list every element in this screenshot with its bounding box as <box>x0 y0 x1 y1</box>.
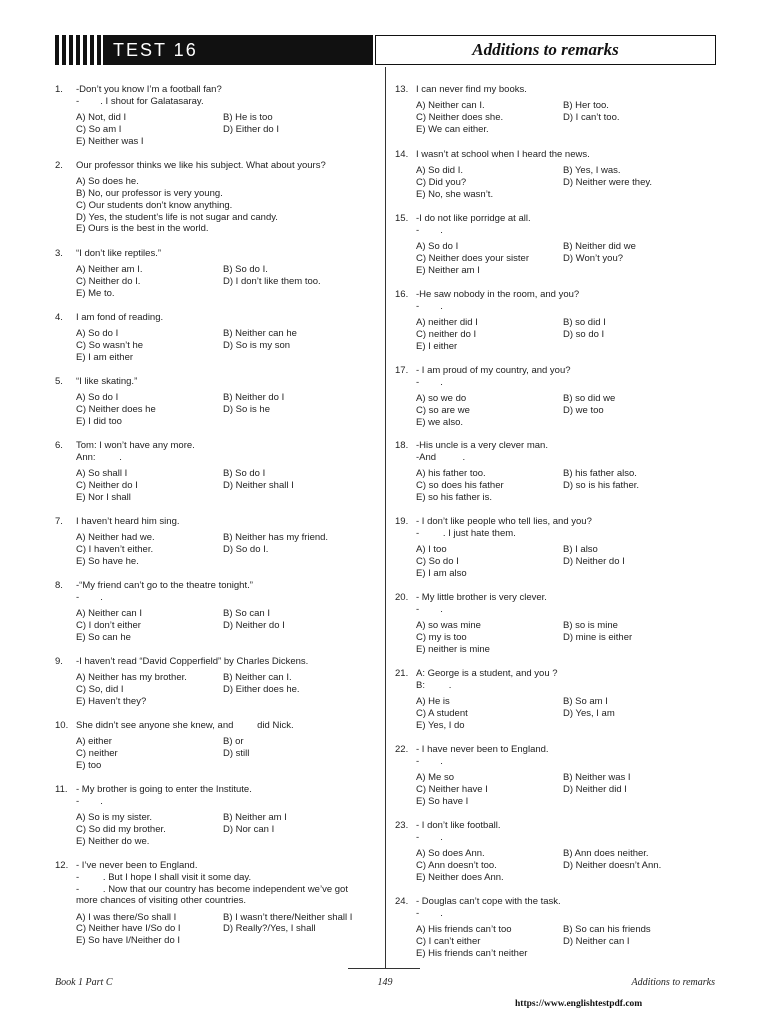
answer-option-c: C) Our students don’t know anything. <box>76 199 233 211</box>
answer-option-b: B) Yes, I was. <box>563 165 621 177</box>
answer-option-a: A) Neither has my brother. <box>76 672 187 684</box>
question-18 <box>395 440 715 503</box>
answer-options <box>416 924 715 959</box>
question-stem-line: -And . <box>416 451 466 463</box>
answer-option-e: E) Haven’t they? <box>76 695 147 707</box>
answer-option-b: B) Neither am I <box>223 812 287 824</box>
answer-option-a: A) neither did I <box>416 317 478 329</box>
page-title: Additions to remarks <box>472 40 619 59</box>
answer-option-b: B) Ann does neither. <box>563 848 649 860</box>
answer-option-c: C) Neither have I/So do I <box>76 923 181 935</box>
question-14 <box>395 149 715 201</box>
answer-option-b: B) so did I <box>563 317 606 329</box>
question-stem-line: A: George is a student, and you ? <box>416 668 558 679</box>
answer-option-e: E) Neither does Ann. <box>416 871 504 883</box>
question-12 <box>55 860 375 947</box>
answer-option-e: E) I did too <box>76 415 122 427</box>
answer-option-e: E) Neither do we. <box>76 835 150 847</box>
question-number: 7. <box>55 516 63 527</box>
answer-options <box>416 165 715 200</box>
question-stem-line: -Don’t you know I’m a football fan? <box>76 84 222 95</box>
answer-option-c: C) Neither do I. <box>76 276 141 288</box>
question-stem-line: - . <box>76 591 103 603</box>
answer-option-a: A) so we do <box>416 393 467 405</box>
question-stem-line: more chances of visiting other countries. <box>76 895 247 907</box>
answer-option-d: D) I can’t too. <box>563 112 620 124</box>
answer-option-a: A) Neither can I. <box>416 100 485 112</box>
question-stem-line: - . <box>416 224 443 236</box>
question-8 <box>55 580 375 643</box>
answer-option-a: A) So do I <box>76 392 119 404</box>
question-number: 1. <box>55 84 63 95</box>
answer-option-b: B) I also <box>563 544 598 556</box>
answer-option-e: E) Nor I shall <box>76 491 131 503</box>
question-stem-line: - . I shout for Galatasaray. <box>76 95 204 107</box>
question-17 <box>395 365 715 428</box>
question-stem <box>76 160 375 172</box>
question-stem-line: B: . <box>416 679 452 691</box>
answer-option-b: B) Neither can I. <box>223 672 292 684</box>
answer-option-e: E) I am also <box>416 567 467 579</box>
question-stem <box>416 213 715 237</box>
answer-option-e: E) so his father is. <box>416 491 493 503</box>
question-stem-line: I wasn’t at school when I heard the news. <box>416 149 590 160</box>
question-1 <box>55 84 375 147</box>
answer-option-d: D) So do I. <box>223 544 269 556</box>
answer-option-e: E) We can either. <box>416 123 489 135</box>
answer-options <box>76 912 375 947</box>
question-stem <box>416 365 715 389</box>
answer-option-b: B) Neither can he <box>223 328 297 340</box>
answer-option-c: C) neither <box>76 748 118 760</box>
answer-option-b: B) Neither has my friend. <box>223 532 329 544</box>
question-number: 8. <box>55 580 63 591</box>
answer-option-a: A) So does he. <box>76 176 139 188</box>
answer-options <box>76 532 375 567</box>
question-stem <box>416 592 715 616</box>
answer-option-b: B) I wasn’t there/Neither shall I <box>223 911 353 923</box>
answer-option-c: C) I can’t either <box>416 935 481 947</box>
answer-option-b: B) his father also. <box>563 468 637 480</box>
test-label: TEST 16 <box>113 40 198 60</box>
answer-option-d: D) Either does he. <box>223 684 300 696</box>
answer-option-d: D) so do I <box>563 328 605 340</box>
answer-options <box>76 736 375 771</box>
answer-options <box>76 468 375 503</box>
question-number: 20. <box>395 592 409 603</box>
answer-option-d: D) Neither can I <box>563 935 630 947</box>
answer-option-c: C) Neither do I <box>76 479 138 491</box>
question-22 <box>395 744 715 807</box>
question-3 <box>55 248 375 300</box>
question-24 <box>395 896 715 959</box>
answer-option-c: C) I haven’t either. <box>76 544 154 556</box>
answer-options <box>416 620 715 655</box>
answer-option-c: C) So do I <box>416 555 459 567</box>
footer-rule <box>348 968 420 969</box>
question-stem <box>416 668 715 692</box>
question-stem <box>416 744 715 768</box>
question-number: 11. <box>55 784 68 795</box>
question-stem <box>76 84 375 108</box>
answer-option-a: A) His friends can’t too <box>416 924 512 936</box>
answer-option-e: E) Neither am I <box>416 264 480 276</box>
answer-option-c: C) Did you? <box>416 177 467 189</box>
question-stem <box>416 289 715 313</box>
answer-option-a: A) I too <box>416 544 447 556</box>
question-stem <box>76 248 375 260</box>
answer-option-a: A) So shall I <box>76 468 128 480</box>
question-number: 2. <box>55 160 63 171</box>
answer-options <box>76 112 375 147</box>
question-stem-line: - . <box>416 300 443 312</box>
question-number: 3. <box>55 248 63 259</box>
question-stem <box>76 312 375 324</box>
question-stem-line: She didn’t see anyone she knew, and did Nick. <box>76 720 294 731</box>
question-20 <box>395 592 715 655</box>
answer-option-c: C) I don’t either <box>76 619 141 631</box>
answer-option-d: D) I don’t like them too. <box>223 276 321 288</box>
question-number: 9. <box>55 656 63 667</box>
answer-option-d: D) still <box>223 748 250 760</box>
answer-option-e: E) So have I/Neither do I <box>76 935 181 947</box>
question-stem-line: - My brother is going to enter the Institute. <box>76 784 252 795</box>
answer-options <box>76 672 375 707</box>
answer-options <box>76 264 375 299</box>
question-23 <box>395 820 715 883</box>
answer-option-a: A) so was mine <box>416 620 481 632</box>
answer-option-b: B) So can his friends <box>563 924 651 936</box>
question-number: 24. <box>395 896 409 907</box>
answer-options <box>76 328 375 363</box>
question-stem-line: - I have never been to England. <box>416 744 549 755</box>
question-stem-line: “I like skating.” <box>76 376 138 387</box>
answer-option-e: E) His friends can’t neither <box>416 947 528 959</box>
answer-option-b: B) So can I <box>223 608 270 620</box>
question-stem <box>416 896 715 920</box>
question-6 <box>55 440 375 503</box>
answer-option-c: C) So did my brother. <box>76 823 166 835</box>
answer-option-a: A) Neither am I. <box>76 264 143 276</box>
answer-options <box>76 608 375 643</box>
answer-options <box>76 812 375 847</box>
footer-page-number: 149 <box>377 977 393 988</box>
answer-option-c: C) So, did I <box>76 684 124 696</box>
answer-options <box>416 468 715 503</box>
answer-option-d: D) Neither do I <box>563 555 625 567</box>
answer-option-a: A) his father too. <box>416 468 486 480</box>
question-stem-line: - . <box>76 795 103 807</box>
answer-option-c: C) Neither does he <box>76 404 156 416</box>
question-21 <box>395 668 715 731</box>
question-stem-line: -“My friend can’t go to the theatre tonight.” <box>76 580 253 591</box>
answer-option-c: C) my is too <box>416 631 467 643</box>
question-number: 21. <box>395 668 409 679</box>
answer-option-d: D) mine is either <box>563 631 633 643</box>
answer-option-c: C) Ann doesn’t too. <box>416 859 497 871</box>
answer-option-b: B) No, our professor is very young. <box>76 188 223 200</box>
question-stem <box>76 860 375 907</box>
footer-book-label: Book 1 Part C <box>55 977 113 988</box>
answer-option-c: C) So am I <box>76 123 122 135</box>
answer-option-d: D) we too <box>563 404 604 416</box>
question-stem-line: I can never find my books. <box>416 84 527 95</box>
answer-option-a: A) Neither had we. <box>76 532 155 544</box>
question-stem-line: Tom: I won’t have any more. <box>76 440 195 451</box>
question-number: 22. <box>395 744 409 755</box>
answer-option-d: D) Neither shall I <box>223 479 294 491</box>
answer-option-b: B) Neither was I <box>563 772 631 784</box>
answer-option-c: C) A student <box>416 707 468 719</box>
question-stem-line: - I’ve never been to England. <box>76 860 198 871</box>
question-stem-line: - I don’t like people who tell lies, and you? <box>416 516 592 527</box>
question-9 <box>55 656 375 708</box>
question-stem <box>416 149 715 161</box>
question-number: 23. <box>395 820 409 831</box>
question-stem-line: - . <box>416 603 443 615</box>
question-stem-line: I haven’t heard him sing. <box>76 516 180 527</box>
answer-option-e: E) too <box>76 759 102 771</box>
answer-option-c: C) So wasn’t he <box>76 340 144 352</box>
answer-options <box>416 848 715 883</box>
question-number: 18. <box>395 440 409 451</box>
answer-option-d: D) Neither did I <box>563 783 627 795</box>
answer-option-e: E) we also. <box>416 416 463 428</box>
answer-option-d: D) so is his father. <box>563 479 640 491</box>
answer-option-e: E) neither is mine <box>416 643 490 655</box>
question-number: 15. <box>395 213 409 224</box>
question-number: 16. <box>395 289 409 300</box>
answer-option-e: E) I either <box>416 340 458 352</box>
question-stem-line: - . <box>416 831 443 843</box>
answer-option-a: A) He is <box>416 696 450 708</box>
answer-option-b: B) or <box>223 736 244 748</box>
answer-option-a: A) So is my sister. <box>76 812 153 824</box>
answer-options <box>416 772 715 807</box>
question-stem-line: - . I just hate them. <box>416 527 516 539</box>
question-stem <box>416 820 715 844</box>
question-stem-line: - Douglas can’t cope with the task. <box>416 896 561 907</box>
answer-option-c: C) Neither does she. <box>416 112 504 124</box>
answer-option-e: E) Yes, I do <box>416 719 465 731</box>
question-stem <box>76 720 375 732</box>
answer-option-c: C) so does his father <box>416 479 504 491</box>
question-stem-line: -I do not like porridge at all. <box>416 213 531 224</box>
question-15 <box>395 213 715 276</box>
answer-option-e: E) Neither was I <box>76 135 144 147</box>
answer-option-b: B) so is mine <box>563 620 618 632</box>
question-stem-line: I am fond of reading. <box>76 312 164 323</box>
question-5 <box>55 376 375 428</box>
answer-option-d: D) Won’t you? <box>563 252 624 264</box>
answer-option-e: E) Ours is the best in the world. <box>76 223 209 235</box>
answer-option-d: D) Yes, I am <box>563 707 615 719</box>
answer-option-c: C) Neither have I <box>416 783 488 795</box>
answer-option-a: A) So do I <box>76 328 119 340</box>
question-stem-line: “I don’t like reptiles.” <box>76 248 162 259</box>
question-number: 4. <box>55 312 63 323</box>
answer-options <box>416 544 715 579</box>
question-number: 19. <box>395 516 409 527</box>
question-number: 13. <box>395 84 409 95</box>
answer-option-c: C) so are we <box>416 404 470 416</box>
answer-option-c: C) neither do I <box>416 328 477 340</box>
question-stem <box>76 656 375 668</box>
answer-option-e: E) I am either <box>76 351 134 363</box>
question-stem <box>76 440 375 464</box>
answer-option-d: D) Really?/Yes, I shall <box>223 923 316 935</box>
question-4 <box>55 312 375 364</box>
question-stem <box>76 784 375 808</box>
answer-option-b: B) He is too <box>223 112 273 124</box>
question-stem-line: -I haven’t read “David Copperfield” by Charles Dickens. <box>76 656 309 667</box>
question-11 <box>55 784 375 847</box>
question-7 <box>55 516 375 568</box>
question-number: 14. <box>395 149 409 160</box>
answer-option-a: A) Not, did I <box>76 112 127 124</box>
answer-option-b: B) So am I <box>563 696 608 708</box>
answer-option-e: E) Me to. <box>76 287 115 299</box>
answer-options <box>76 392 375 427</box>
answer-option-b: B) Her too. <box>563 100 609 112</box>
answer-option-b: B) Neither do I <box>223 392 285 404</box>
answer-option-a: A) Neither can I <box>76 608 142 620</box>
answer-option-b: B) so did we <box>563 393 616 405</box>
answer-option-d: D) Yes, the student’s life is not sugar and candy. <box>76 211 278 223</box>
answer-option-b: B) So do I. <box>223 264 268 276</box>
answer-option-d: D) So is my son <box>223 340 291 352</box>
answer-option-e: E) So have he. <box>76 555 139 567</box>
answer-options <box>416 241 715 276</box>
question-stem-line: - . <box>416 376 443 388</box>
question-stem <box>416 516 715 540</box>
answer-options <box>416 696 715 731</box>
question-2 <box>55 160 375 235</box>
answer-options <box>416 100 715 135</box>
answer-options <box>76 176 375 235</box>
answer-option-b: B) So do I <box>223 468 266 480</box>
question-stem-line: - . <box>416 907 443 919</box>
question-number: 5. <box>55 376 63 387</box>
question-stem-line: Our professor thinks we like his subject. What about yours? <box>76 160 326 171</box>
question-number: 6. <box>55 440 63 451</box>
answer-option-a: A) So do I <box>416 241 459 253</box>
question-stem <box>416 440 715 464</box>
question-10 <box>55 720 375 772</box>
question-stem-line: - . Now that our country has become independent we’ve got <box>76 883 348 895</box>
question-stem <box>76 580 375 604</box>
answer-option-d: D) Either do I <box>223 123 279 135</box>
question-stem <box>76 376 375 388</box>
answer-option-a: A) Me so <box>416 772 455 784</box>
question-19 <box>395 516 715 579</box>
question-stem-line: - I don’t like football. <box>416 820 501 831</box>
question-stem-line: -His uncle is a very clever man. <box>416 440 548 451</box>
answer-option-d: D) Nor can I <box>223 823 275 835</box>
answer-option-d: D) Neither were they. <box>563 177 653 189</box>
answer-option-a: A) either <box>76 736 112 748</box>
answer-option-d: D) Neither doesn’t Ann. <box>563 859 662 871</box>
question-number: 12. <box>55 860 69 871</box>
question-stem <box>76 516 375 528</box>
answer-option-e: E) So have I <box>416 795 469 807</box>
answer-option-e: E) So can he <box>76 631 131 643</box>
question-16 <box>395 289 715 352</box>
answer-option-c: C) Neither does your sister <box>416 252 529 264</box>
question-stem-line: - I am proud of my country, and you? <box>416 365 571 376</box>
question-stem-line: - . But I hope I shall visit it some day. <box>76 871 252 883</box>
answer-option-b: B) Neither did we <box>563 241 636 253</box>
answer-option-e: E) No, she wasn’t. <box>416 188 494 200</box>
question-stem-line: -He saw nobody in the room, and you? <box>416 289 580 300</box>
answer-option-a: A) So does Ann. <box>416 848 485 860</box>
question-stem <box>416 84 715 96</box>
answer-options <box>416 317 715 352</box>
footer-section-title: Additions to remarks <box>631 977 715 988</box>
question-stem-line: - My little brother is very clever. <box>416 592 547 603</box>
question-stem-line: - . <box>416 755 443 767</box>
answer-option-d: D) Neither do I <box>223 619 285 631</box>
answer-option-a: A) I was there/So shall I <box>76 911 177 923</box>
question-number: 10. <box>55 720 69 731</box>
question-13 <box>395 84 715 136</box>
footer-url: https://www.englishtestpdf.com <box>515 999 643 1009</box>
question-number: 17. <box>395 365 409 376</box>
answer-option-a: A) So did I. <box>416 165 463 177</box>
answer-option-d: D) So is he <box>223 404 270 416</box>
question-stem-line: Ann: . <box>76 451 122 463</box>
answer-options <box>416 393 715 428</box>
